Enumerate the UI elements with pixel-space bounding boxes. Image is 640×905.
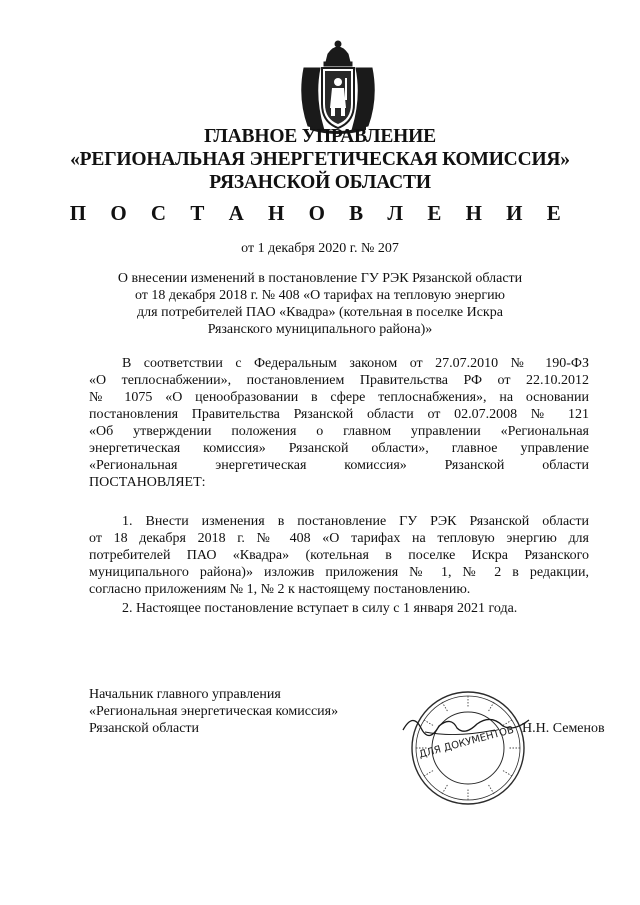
preamble-line: постановления Правительства Рязанской области от 02.07.2008 № 121	[89, 407, 589, 422]
subject-line: Рязанского муниципального района)»	[207, 322, 433, 337]
preamble-line: ПОСТАНОВЛЯЕТ:	[89, 475, 206, 490]
item-1-line: потребителей ПАО «Квадра» (котельная в поселке Искра Рязанского	[89, 548, 589, 563]
preamble-line: «Региональная энергетическая комиссия» Рязанской области	[89, 458, 589, 473]
subject-line: для потребителей ПАО «Квадра» (котельная в поселке Искра	[137, 305, 503, 320]
item-2-line: 2. Настоящее постановление вступает в силу с 1 января 2021 года.	[122, 601, 518, 616]
item-1-line: от 18 декабря 2018 г. № 408 «О тарифах на тепловую энергию для	[89, 531, 589, 546]
preamble-line: № 1075 «О ценообразовании в сфере теплоснабжения», на основании	[89, 390, 589, 405]
handwritten-signature-icon	[395, 702, 535, 742]
signatory-name: Н.Н. Семенов	[522, 721, 605, 736]
preamble-line: В соответствии с Федеральным законом от 27.07.2010 № 190-ФЗ	[122, 356, 589, 371]
seal-text: ДЛЯ ДОКУМЕНТОВ	[417, 724, 516, 761]
signatory-position-line: «Региональная энергетическая комиссия»	[89, 704, 339, 719]
org-title-line-1: ГЛАВНОЕ УПРАВЛЕНИЕ	[204, 126, 436, 147]
decree-subject	[0, 270, 640, 338]
preamble-line: энергетическая комиссия» Рязанской области», главное управление	[89, 441, 589, 456]
subject-line: О внесении изменений в постановление ГУ РЭК Рязанской области	[117, 271, 523, 286]
org-title-line-3: РЯЗАНСКОЙ ОБЛАСТИ	[209, 172, 431, 193]
preamble-paragraph	[89, 355, 589, 491]
item-1-line: 1. Внести изменения в постановление ГУ РЭК Рязанской области	[122, 514, 589, 529]
decree-date-number: от 1 декабря 2020 г. № 207	[241, 241, 399, 256]
signatory-position-line: Рязанской области	[89, 721, 200, 736]
signatory-position	[89, 686, 338, 737]
item-1-line: согласно приложениям № 1, № 2 к настоящему постановлению.	[89, 582, 471, 597]
signatory-position-line: Начальник главного управления	[89, 687, 281, 702]
subject-line: от 18 декабря 2018 г. № 408 «О тарифах на тепловую энергию	[134, 288, 506, 303]
item-1-line: муниципального района)» изложив приложения № 1, № 2 в редакции,	[89, 565, 589, 580]
ryazan-coat-of-arms-icon	[294, 38, 382, 136]
item-1-paragraph	[89, 513, 589, 598]
preamble-line: «О теплоснабжении», постановлением Правительства РФ от 22.10.2012	[89, 373, 589, 388]
decree-title: П О С Т А Н О В Л Е Н И Е	[69, 201, 571, 225]
org-title-line-2: «РЕГИОНАЛЬНАЯ ЭНЕРГЕТИЧЕСКАЯ КОМИССИЯ»	[70, 149, 570, 170]
preamble-line: «Об утверждении положения о главном управлении «Региональная	[89, 424, 589, 439]
item-2-paragraph	[89, 600, 589, 617]
